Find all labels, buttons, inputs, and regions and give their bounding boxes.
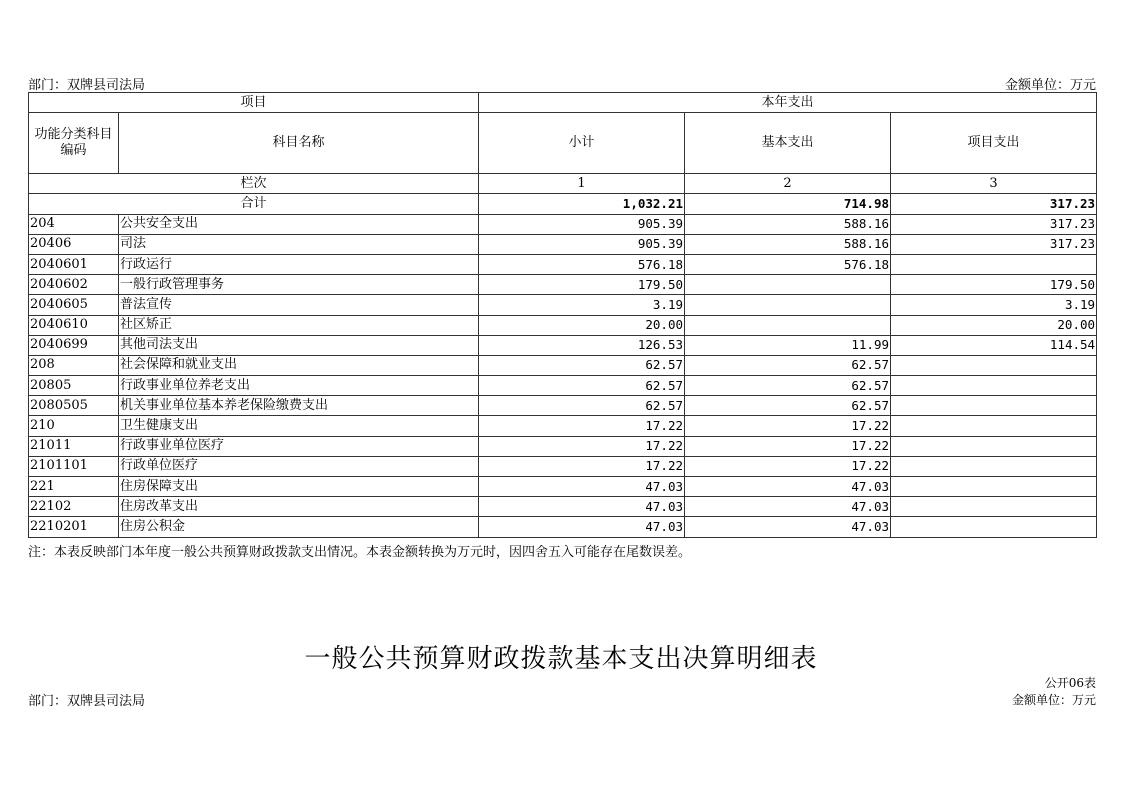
header-year-expense: 本年支出 <box>479 93 1097 113</box>
table-row <box>29 477 1097 497</box>
row-basic: 17.22 <box>685 456 891 476</box>
row-name: 行政单位医疗 <box>119 456 479 476</box>
row-basic: 62.57 <box>685 396 891 416</box>
header-basic: 基本支出 <box>685 113 891 174</box>
row-name: 一般行政管理事务 <box>119 275 479 295</box>
unit-label: 金额单位：万元 <box>1004 78 1096 93</box>
table-row <box>29 355 1097 375</box>
row-basic: 47.03 <box>685 497 891 517</box>
table-row <box>29 436 1097 456</box>
total-row <box>29 194 1097 214</box>
next-unit-label: 金额单位：万元 <box>1011 693 1096 707</box>
row-project <box>891 436 1097 456</box>
row-subtotal: 47.03 <box>479 477 685 497</box>
row-project <box>891 477 1097 497</box>
row-code: 2040602 <box>29 275 119 295</box>
row-project: 317.23 <box>891 214 1097 234</box>
row-project: 114.54 <box>891 335 1097 355</box>
table-row <box>29 396 1097 416</box>
row-code: 2040605 <box>29 295 119 315</box>
row-project: 3.19 <box>891 295 1097 315</box>
row-name: 住房公积金 <box>119 517 479 537</box>
table-row <box>29 456 1097 476</box>
row-basic: 588.16 <box>685 234 891 254</box>
row-code: 22102 <box>29 497 119 517</box>
row-code: 2210201 <box>29 517 119 537</box>
row-project <box>891 376 1097 396</box>
row-name: 社会保障和就业支出 <box>119 355 479 375</box>
row-code: 2040610 <box>29 315 119 335</box>
row-basic: 47.03 <box>685 517 891 537</box>
table-row <box>29 517 1097 537</box>
column-index-label: 栏次 <box>29 174 479 194</box>
row-basic: 17.22 <box>685 436 891 456</box>
row-basic: 62.57 <box>685 355 891 375</box>
row-basic <box>685 295 891 315</box>
row-basic: 11.99 <box>685 335 891 355</box>
table-row <box>29 315 1097 335</box>
table-row <box>29 295 1097 315</box>
row-subtotal: 179.50 <box>479 275 685 295</box>
expense-table <box>28 92 1097 538</box>
next-table-title: 一般公共预算财政拨款基本支出决算明细表 <box>304 644 818 674</box>
header-item: 项目 <box>29 93 479 113</box>
next-department-label: 部门：双牌县司法局 <box>28 694 146 709</box>
row-name: 住房改革支出 <box>119 497 479 517</box>
row-basic <box>685 315 891 335</box>
row-name: 其他司法支出 <box>119 335 479 355</box>
table-row <box>29 234 1097 254</box>
row-code: 208 <box>29 355 119 375</box>
row-code: 20406 <box>29 234 119 254</box>
row-project: 317.23 <box>891 234 1097 254</box>
row-subtotal: 62.57 <box>479 396 685 416</box>
header-subject-name: 科目名称 <box>119 113 479 174</box>
table-row <box>29 376 1097 396</box>
form-number: 公开06表 <box>1044 676 1096 690</box>
header-project: 项目支出 <box>891 113 1097 174</box>
table-row <box>29 214 1097 234</box>
row-subtotal: 905.39 <box>479 234 685 254</box>
table-row <box>29 416 1097 436</box>
row-subtotal: 17.22 <box>479 436 685 456</box>
row-code: 2040601 <box>29 254 119 274</box>
row-name: 社区矫正 <box>119 315 479 335</box>
row-name: 公共安全支出 <box>119 214 479 234</box>
row-subtotal: 62.57 <box>479 376 685 396</box>
table-row <box>29 335 1097 355</box>
row-subtotal: 20.00 <box>479 315 685 335</box>
row-code: 2040699 <box>29 335 119 355</box>
department-label: 部门：双牌县司法局 <box>28 78 146 93</box>
column-index-3: 3 <box>891 174 1097 194</box>
row-subtotal: 62.57 <box>479 355 685 375</box>
row-code: 21011 <box>29 436 119 456</box>
row-basic: 576.18 <box>685 254 891 274</box>
column-index-row <box>29 174 1097 194</box>
row-subtotal: 47.03 <box>479 517 685 537</box>
table-row <box>29 275 1097 295</box>
row-subtotal: 3.19 <box>479 295 685 315</box>
row-project <box>891 456 1097 476</box>
row-code: 204 <box>29 214 119 234</box>
row-name: 机关事业单位基本养老保险缴费支出 <box>119 396 479 416</box>
table-body <box>29 93 1097 538</box>
row-basic <box>685 275 891 295</box>
total-subtotal: 1,032.21 <box>479 194 685 214</box>
header-row-1 <box>29 93 1097 113</box>
row-code: 20805 <box>29 376 119 396</box>
row-name: 行政运行 <box>119 254 479 274</box>
row-project <box>891 355 1097 375</box>
row-basic: 62.57 <box>685 376 891 396</box>
row-project <box>891 517 1097 537</box>
total-label: 合计 <box>29 194 479 214</box>
row-subtotal: 17.22 <box>479 456 685 476</box>
row-project <box>891 497 1097 517</box>
row-basic: 17.22 <box>685 416 891 436</box>
table-row <box>29 497 1097 517</box>
row-name: 普法宣传 <box>119 295 479 315</box>
row-project <box>891 416 1097 436</box>
row-subtotal: 576.18 <box>479 254 685 274</box>
table-row <box>29 254 1097 274</box>
row-subtotal: 126.53 <box>479 335 685 355</box>
row-subtotal: 17.22 <box>479 416 685 436</box>
row-name: 住房保障支出 <box>119 477 479 497</box>
row-code: 2101101 <box>29 456 119 476</box>
row-code: 210 <box>29 416 119 436</box>
row-code: 221 <box>29 477 119 497</box>
row-subtotal: 905.39 <box>479 214 685 234</box>
row-project: 179.50 <box>891 275 1097 295</box>
column-index-2: 2 <box>685 174 891 194</box>
row-name: 司法 <box>119 234 479 254</box>
header-row-2 <box>29 113 1097 174</box>
column-index-1: 1 <box>479 174 685 194</box>
row-project: 20.00 <box>891 315 1097 335</box>
row-project <box>891 254 1097 274</box>
row-basic: 47.03 <box>685 477 891 497</box>
total-project: 317.23 <box>891 194 1097 214</box>
header-subtotal: 小计 <box>479 113 685 174</box>
footnote: 注：本表反映部门本年度一般公共预算财政拨款支出情况。本表金额转换为万元时，因四舍五入可能存在尾数误差。 <box>28 545 692 560</box>
row-name: 行政事业单位养老支出 <box>119 376 479 396</box>
row-basic: 588.16 <box>685 214 891 234</box>
row-name: 卫生健康支出 <box>119 416 479 436</box>
row-project <box>891 396 1097 416</box>
header-func-code: 功能分类科目编码 <box>29 113 119 174</box>
total-basic: 714.98 <box>685 194 891 214</box>
row-code: 2080505 <box>29 396 119 416</box>
row-name: 行政事业单位医疗 <box>119 436 479 456</box>
row-subtotal: 47.03 <box>479 497 685 517</box>
